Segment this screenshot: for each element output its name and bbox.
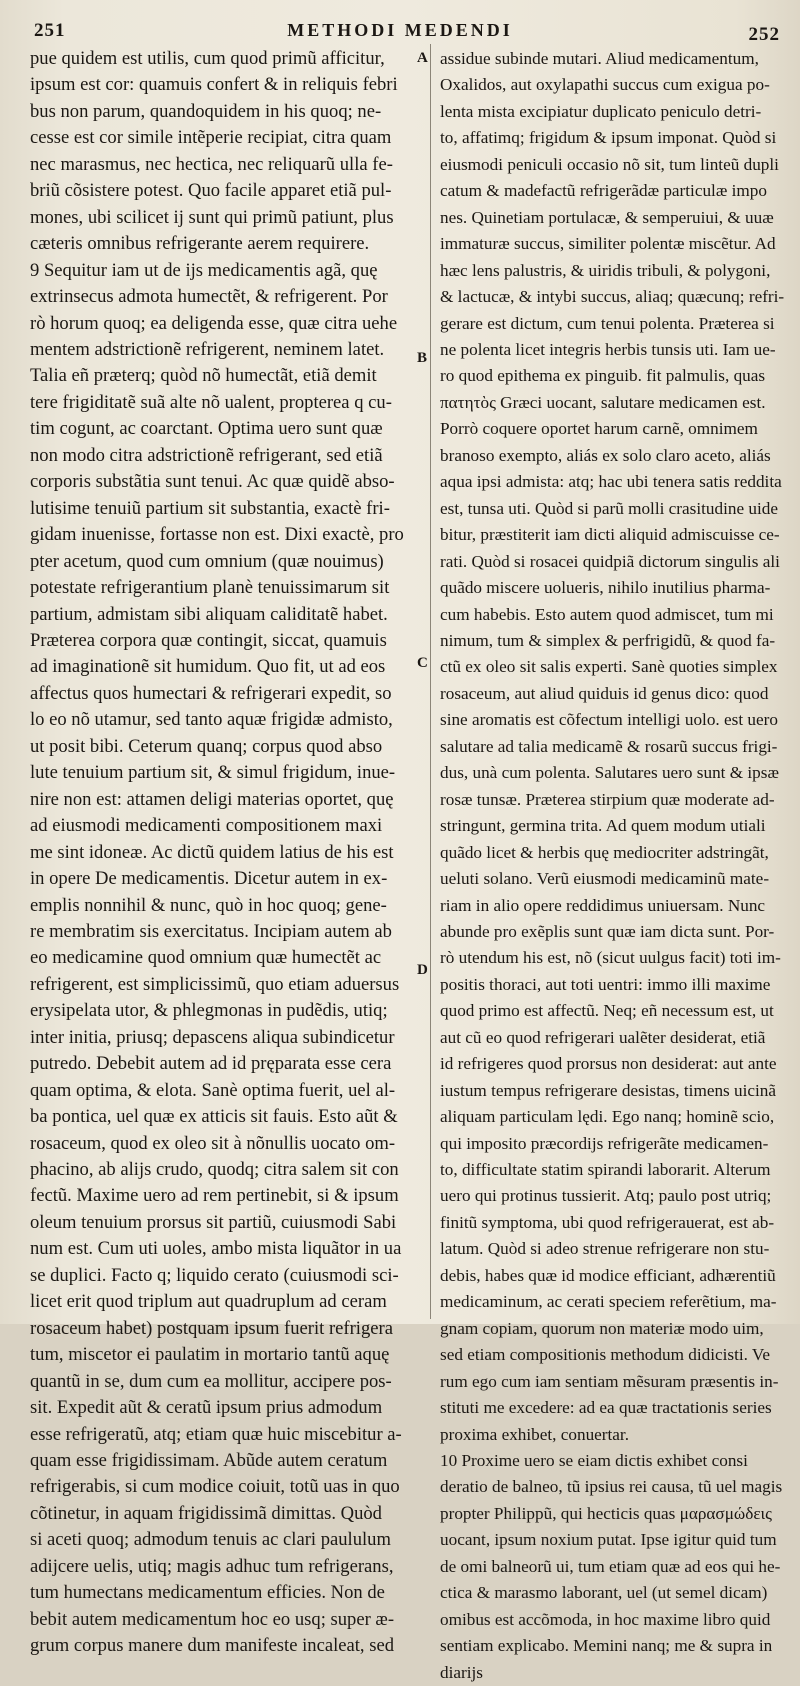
right-page-number: 252 xyxy=(748,24,780,45)
text-line: rò utendum his est, nõ (sicut uulgus facit) toti im- xyxy=(440,948,781,968)
text-line: debis, habes quæ id modice efficiant, adhærentiũ xyxy=(440,1265,776,1285)
text-line: riam in alio opere reddidimus uniuersam. Nunc xyxy=(440,895,766,915)
text-line: finitũ symptoma, ubi quod refrigerauerat, est ab- xyxy=(440,1212,775,1232)
text-line: lutisime tenuiũ partium sit substantia, exactè fri- xyxy=(30,497,390,519)
text-line: rosaceum, quod ex oleo sit à nõnullis uocato om- xyxy=(30,1132,396,1154)
text-line: potestate refrigerantium planè tenuissimarum sit xyxy=(30,577,390,599)
text-line: re membratim sis exercitatus. Incipiam autem ab xyxy=(30,920,392,942)
margin-marker-a: A xyxy=(417,50,428,66)
text-line: ba pontica, uel quæ ex atticis sit fauis. Esto aũt & xyxy=(30,1106,398,1128)
text-line: aliquam particulam lędi. Ego nanq; hominẽ scio, xyxy=(440,1107,775,1127)
text-line: esse refrigeratũ, atq; etiam quæ huic miscebitur a- xyxy=(30,1423,402,1445)
text-line: de omi balneorũ ui, tum etiam quæ ad eos qui he- xyxy=(440,1556,781,1576)
text-line: nec marasmus, nec hectica, nec reliquarũ ulla fe- xyxy=(30,153,393,175)
text-line: lute tenuium partium sit, & simul frigidum, inue- xyxy=(30,762,396,784)
text-line: corporis substãtia sunt tenui. Ac quæ quidẽ abso- xyxy=(30,471,395,493)
text-line: ctũ ex oleo sit salis experti. Sanè quoties simplex xyxy=(440,657,778,677)
text-line: cõtinetur, in aquam frigidissimã dimittas. Quòd xyxy=(30,1502,382,1524)
text-line: 10 Proxime uero se eiam dictis exhibet consi xyxy=(440,1451,748,1471)
text-line: mentem adstrictionẽ refrigerent, neminem latet. xyxy=(30,338,385,360)
text-line: grum corpus manere dum manifeste incaleat, sed xyxy=(30,1635,394,1657)
text-line: bus non parum, quandoquidem in his quoq; ne- xyxy=(30,100,382,122)
text-line: assidue subinde mutari. Aliud medicamentum, xyxy=(440,49,759,68)
text-line: fectũ. Maxime uero ad rem pertinebit, si & ipsum xyxy=(30,1185,399,1207)
right-text-column xyxy=(440,46,796,1686)
text-line: sit. Expedit aũt & ceratũ ipsum prius admodum xyxy=(30,1397,383,1419)
text-line: briũ cõsistere potest. Quo facile apparet etiã pul- xyxy=(30,180,392,202)
text-line: latum. Quòd si adeo strenue refrigerare non stu- xyxy=(440,1239,770,1259)
text-line: iustum tempus refrigerare desistas, timens uicinã xyxy=(440,1080,777,1100)
text-line: licet erit quod triplum aut quadruplum ad ceram xyxy=(30,1291,387,1313)
text-line: stituti me excedere: ad ea quæ tractationis series xyxy=(440,1398,772,1418)
margin-marker-b: B xyxy=(417,350,428,366)
text-line: eo medicamine quod omnium quæ humectẽt ac xyxy=(30,947,382,969)
text-line: to, affatimq; frigidum & ipsum imponat. Quòd si xyxy=(440,128,777,148)
text-line: uero qui protinus tussierit. Atq; paulo post utriq; xyxy=(440,1186,772,1206)
text-line: sine aromatis est cõfectum intelligi uolo. est uero xyxy=(440,710,778,730)
text-line: quam esse frigidissimam. Abũde autem ceratum xyxy=(30,1450,388,1472)
text-line: sed etiam compositionis methodum didicisti. Ve xyxy=(440,1345,771,1365)
text-line: rosaceum, aut aliud quiduis id genus dico: quod xyxy=(440,683,769,703)
text-line: adijcere uelis, utiq; magis adhuc tum refrigerans, xyxy=(30,1555,394,1577)
text-line: salutare ad talia medicamẽ & rosarũ succus frigi- xyxy=(440,736,778,756)
left-text-column xyxy=(30,46,412,1660)
text-line: quam optima, & elota. Sanè optima fuerit, uel al- xyxy=(30,1079,396,1101)
text-line: oleum tenuium prorsus sit partiũ, cuiusmodi Sabi xyxy=(30,1211,397,1233)
text-line: ro quod epithema ex pinguib. fit palmulis, quas xyxy=(440,366,766,386)
text-line: num est. Cum uti uoles, ambo mista liquãtor in ua xyxy=(30,1238,402,1260)
text-line: dus, unà cum polenta. Salutares uero sunt & ipsæ xyxy=(440,763,779,783)
text-line: tere frigiditatẽ suã alte nõ ualent, propterea q cu- xyxy=(30,391,392,413)
text-line: gerare est dictum, cum tenui polenta. Præterea si xyxy=(440,313,775,333)
text-line: ipsum est cor: quamuis confert & in reliquis febri xyxy=(30,74,398,96)
text-line: Porrò coquere oportet harum carnẽ, omnimem xyxy=(440,419,758,439)
text-line: abunde pro exẽplis sunt quæ iam dicta sunt. Por- xyxy=(440,921,775,941)
text-line: me sint idoneæ. Ac dictũ quidem latius de his est xyxy=(30,841,394,863)
text-line: gidam inuenisse, fortasse non est. Dixi exactè, pro xyxy=(30,524,404,546)
text-line: hæc lens palustris, & uiridis tribuli, & polygoni, xyxy=(440,260,771,280)
text-line: rum ego cum iam sentiam mẽsuram præsentis in- xyxy=(440,1371,779,1391)
text-line: rati. Quòd si rosacei quidpiã dictorum singulis ali xyxy=(440,551,780,571)
running-title: METHODI MEDENDI xyxy=(287,20,513,40)
text-line: est, tunsa uti. Quòd si parũ molli crasitudine uide xyxy=(440,498,778,518)
text-line: sentiam explicabo. Memini nanq; me & supra in xyxy=(440,1636,773,1656)
text-line: nire non est: attamen deligi materias oportet, quę xyxy=(30,788,394,810)
text-line: eiusmodi peniculi occasio nõ sit, tum linteũ dupli xyxy=(440,154,779,174)
text-line: cesse est cor simile intẽperie recipiat, citra quam xyxy=(30,127,392,149)
text-line: emplis nonnihil & nunc, quò in hoc quoq; gene- xyxy=(30,894,387,916)
text-line: id refrigeres quod prorsus non desiderat: aut ante xyxy=(440,1054,777,1074)
text-line: omibus est accõmoda, in hoc maxime libro quid xyxy=(440,1609,771,1629)
text-line: quãdo licet & herbis quę mediocriter adstringãt, xyxy=(440,842,769,862)
text-line: se duplici. Facto q; liquido cerato (cuiusmodi sci- xyxy=(30,1264,399,1286)
text-line: ut posit bibi. Ceterum quanq; corpus quod abso xyxy=(30,735,383,757)
text-line: non modo citra adstrictionẽ refrigerant, sed etiã xyxy=(30,444,383,466)
column-divider xyxy=(430,44,431,1319)
text-line: phacino, ab alijs crudo, quodq; citra salem sit con xyxy=(30,1159,399,1181)
text-line: pter acetum, quod cum omnium (quæ nouimus) xyxy=(30,550,384,572)
text-line: aut cũ eo quod refrigerari ualẽter desiderat, etiã xyxy=(440,1027,766,1047)
text-line: cum habebis. Esto autem quod admiscet, tum mi xyxy=(440,604,774,624)
text-line: tim cogunt, ac coarctant. Optima uero sunt quæ xyxy=(30,418,383,440)
text-line: partium, admistam sibi aliquam caliditatẽ habet. xyxy=(30,603,388,625)
text-line: bitur, præstiterit iam dicti aliquid admiscuisse ce- xyxy=(440,525,780,545)
text-line: nes. Quinetiam portulacæ, & semperuiui, & uuæ xyxy=(440,207,774,227)
text-line: positis thoraci, aut toti uentri: immo illi maxime xyxy=(440,974,771,994)
left-page-number: 251 xyxy=(34,20,66,41)
text-line: extrinsecus admota humectẽt, & refrigerent. Por xyxy=(30,286,388,308)
text-line: gnam copiam, quorum non materiæ modo uim, xyxy=(440,1318,764,1338)
text-line: quod primo est affectũ. Neq; eñ necessum est, ut xyxy=(440,1001,774,1021)
text-line: quantũ in se, dum cum ea mollitur, accipere pos- xyxy=(30,1370,392,1392)
text-line: affectus quos humectari & refrigerari expedit, so xyxy=(30,682,392,704)
text-line: mones, ubi scilicet ij sunt qui primũ patiunt, plus xyxy=(30,206,394,228)
text-line: inter initia, priusq; depascens aliqua subindicetur xyxy=(30,1026,395,1048)
text-line: deratio de balneo, tũ ipsius rei causa, tũ uel magis xyxy=(440,1477,783,1497)
text-line: Talia eñ præterq; quòd nõ humectãt, etiã demit xyxy=(30,365,377,387)
text-line: ad imaginationẽ sit humidum. Quo fit, ut ad eos xyxy=(30,656,386,678)
text-line: ctica & marasmo laborant, uel (ut semel dicam) xyxy=(440,1583,768,1603)
text-line: ueluti solano. Verũ eiusmodi medicaminũ mate- xyxy=(440,869,770,889)
text-line: ne polenta licet integris herbis tunsis uti. Iam ue- xyxy=(440,339,776,359)
text-line: qui imposito præcordijs refrigerãte medicamen- xyxy=(440,1133,769,1153)
margin-marker-d: D xyxy=(417,962,428,978)
text-line: medicaminum, ac cerati speciem referẽtium, ma- xyxy=(440,1292,777,1312)
text-line: lo eo nõ utamur, sed tanto aquæ frigidæ admisto, xyxy=(30,709,393,731)
text-line: quãdo miscere uolueris, nihilo inutilius pharma- xyxy=(440,578,771,598)
text-line: propter Philippũ, qui hecticis quas μαρασμώδεις xyxy=(440,1503,772,1523)
text-line: rò horum quoq; ea deligenda esse, quæ citra uehe xyxy=(30,312,398,334)
text-line: lenta mista excipiatur duplicato peniculo detri- xyxy=(440,101,762,121)
text-line: πατητὸς Græci uocant, salutare medicamen est. xyxy=(440,392,766,412)
text-line: si aceti quoq; admodum tenuis ac clari paululum xyxy=(30,1529,391,1551)
text-line: Oxalidos, aut oxylapathi succus cum exigua po- xyxy=(440,75,770,95)
text-line: 9 Sequitur iam ut de ijs medicamentis agã, quę xyxy=(30,259,378,281)
text-line: refrigerabis, si cum modice coiuit, totũ uas in quo xyxy=(30,1476,400,1498)
page-header xyxy=(0,14,800,44)
text-line: cæteris omnibus refrigerante aerem requirere. xyxy=(30,233,370,255)
text-line: to, difficultate statim spirandi laborarit. Alterum xyxy=(440,1160,771,1180)
text-line: bebit autem medicamentum hoc eo usq; super æ- xyxy=(30,1608,395,1630)
text-line: proxima exhibet, conuertar. xyxy=(440,1424,629,1444)
text-line: nimum, tum & simplex & perfrigidũ, & quod fa- xyxy=(440,630,776,650)
text-line: immaturæ succus, similiter polentæ miscẽtur. Ad xyxy=(440,234,776,254)
text-line: tum humectans medicamentum efficies. Non de xyxy=(30,1582,385,1604)
text-line: ad eiusmodi medicamenti compositionem maxi xyxy=(30,815,383,837)
text-line: in opere De medicamentis. Dicetur autem in ex- xyxy=(30,868,388,890)
text-line: catum & madefactũ refrigerãdæ particulæ impo xyxy=(440,181,767,201)
text-line: aqua ipsi admista: atq; hac ubi tenera satis reddita xyxy=(440,472,782,492)
text-line: refrigerent, est simplicissimũ, quo etiam aduersus xyxy=(30,973,400,995)
text-line: putredo. Debebit autem ad id pręparata esse cera xyxy=(30,1053,392,1075)
text-line: pue quidem est utilis, cum quod primũ afficitur, xyxy=(30,48,385,69)
text-line: branoso exempto, aliás ex solo claro aceto, aliás xyxy=(440,445,771,465)
text-line: tum, miscetor ei paulatim in mortario tantũ aquę xyxy=(30,1344,390,1366)
margin-marker-c: C xyxy=(417,655,428,671)
text-line: uocant, ipsum noxium putat. Ipse igitur quid tum xyxy=(440,1530,777,1550)
text-line: erysipelata utor, & phlegmonas in pudẽdis, utiq; xyxy=(30,1000,388,1022)
text-line: Præterea corpora quæ contingit, siccat, quamuis xyxy=(30,629,387,651)
text-line: stringunt, germina trita. Ad quem modum utiali xyxy=(440,816,766,836)
text-line: rosaceum habet) postquam ipsum fuerit refrigera xyxy=(30,1317,393,1339)
text-line: rosæ tunsæ. Præterea stirpium quæ moderate ad- xyxy=(440,789,775,809)
text-line: diarijs xyxy=(440,1662,483,1682)
text-line: & lactucæ, & intybi succus, aliaq; quæcunq; refri- xyxy=(440,287,785,307)
